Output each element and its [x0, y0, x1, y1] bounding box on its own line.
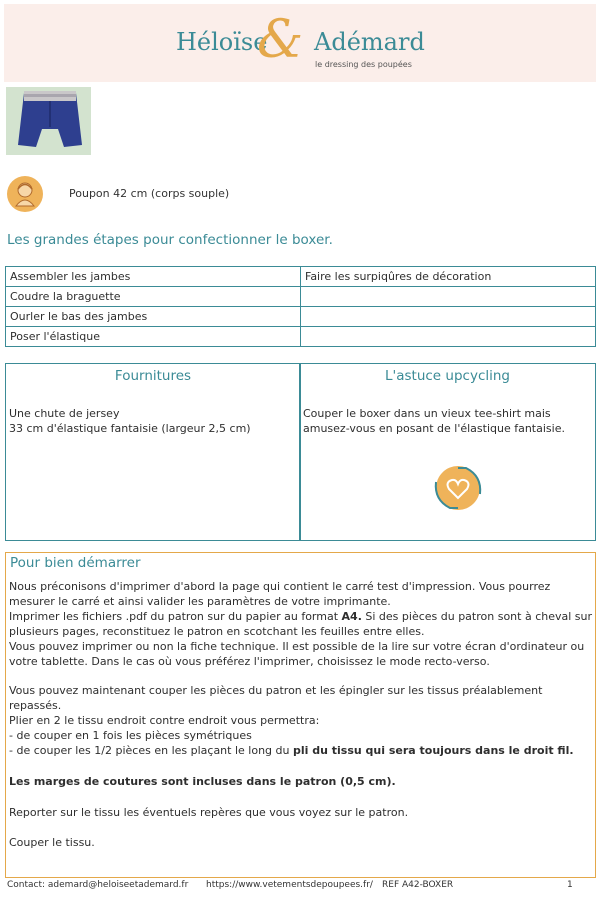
table-cell: Poser l'élastique: [6, 327, 301, 347]
paragraph: Vous pouvez maintenant couper les pièces du patron et les épingler sur les tissus préalablement repassés.: [9, 684, 543, 712]
getting-started-title: Pour bien démarrer: [10, 555, 141, 571]
table-row: [6, 307, 596, 327]
getting-started-box: [5, 552, 596, 878]
supplies-title: Fournitures: [114, 368, 192, 384]
supplies-box: [5, 363, 301, 541]
table-cell: Ourler le bas des jambes: [6, 307, 301, 327]
seam-allowance-note: Les marges de coutures sont incluses dans le patron (0,5 cm).: [9, 775, 396, 788]
upcycling-heart-hands-icon: [430, 460, 486, 516]
table-cell: [301, 307, 596, 327]
brand-tagline: le dressing des poupées: [315, 60, 412, 69]
text-span: Imprimer les fichiers .pdf du patron sur du papier au format: [9, 610, 342, 623]
table-cell: Assembler les jambes: [6, 267, 301, 287]
supply-item: 33 cm d'élastique fantaisie (largeur 2,5 cm): [9, 422, 251, 435]
paragraph: Nous préconisons d'imprimer d'abord la page qui contient le carré test d'impression. Vous pourrez mesurer le carré et ainsi valider les paramètres de votre imprimante.: [9, 580, 551, 608]
table-cell: [301, 327, 596, 347]
table-row: [6, 287, 596, 307]
brand-ampersand: &: [257, 10, 304, 70]
supply-item: Une chute de jersey: [9, 407, 120, 420]
tip-title: L'astuce upcycling: [385, 368, 510, 384]
footer-contact[interactable]: Contact: ademard@heloiseetademard.fr: [7, 880, 189, 890]
steps-table: [5, 266, 596, 347]
paragraph: Couper le tissu.: [9, 836, 95, 849]
footer-ref: REF A42-BOXER: [382, 880, 454, 890]
paragraph: Vous pouvez imprimer ou non la fiche technique. Il est possible de la lire sur votre écran d'ordinateur ou votre tablette. Dans le cas où vous préférez l'imprimer, choisissez le mode recto-verso.: [9, 640, 585, 668]
paragraph: [9, 743, 593, 758]
text-span: - de couper les 1/2 pièces en les plaçant le long du: [9, 744, 293, 757]
doll-size-label: Poupon 42 cm (corps souple): [69, 187, 230, 200]
brand-name-left: Héloïse: [176, 28, 268, 56]
table-row: [6, 267, 596, 287]
boxer-photo: [6, 87, 91, 155]
text-span: Si des pièces du patron sont à cheval sur plusieurs pages, reconstituez le patron en scotchant les feuilles entre elles.: [9, 610, 593, 638]
table-row: [6, 327, 596, 347]
paragraph: - de couper en 1 fois les pièces symétriques: [9, 729, 252, 742]
table-cell: [301, 287, 596, 307]
tip-box: [299, 363, 596, 541]
baby-doll-icon: [7, 176, 43, 212]
paragraph: [9, 609, 593, 639]
brand-header: [4, 4, 596, 82]
tip-text: Couper le boxer dans un vieux tee-shirt mais amusez-vous en posant de l'élastique fantaisie.: [303, 407, 565, 435]
table-cell: Coudre la braguette: [6, 287, 301, 307]
brand-name-right: Adémard: [314, 28, 425, 56]
steps-title: Les grandes étapes pour confectionner le boxer.: [7, 232, 333, 248]
page-number: 1: [567, 880, 573, 890]
paragraph: Reporter sur le tissu les éventuels repères que vous voyez sur le patron.: [9, 806, 409, 819]
supplies-list: [9, 406, 251, 436]
table-cell: Faire les surpiqûres de décoration: [301, 267, 596, 287]
grain-note: pli du tissu qui sera toujours dans le droit fil.: [292, 744, 574, 757]
footer-url[interactable]: https://www.vetementsdepoupees.fr/: [206, 880, 373, 890]
paragraph: Plier en 2 le tissu endroit contre endroit vous permettra:: [9, 714, 320, 727]
paper-format: A4.: [341, 610, 362, 623]
getting-started-body: [9, 579, 593, 850]
